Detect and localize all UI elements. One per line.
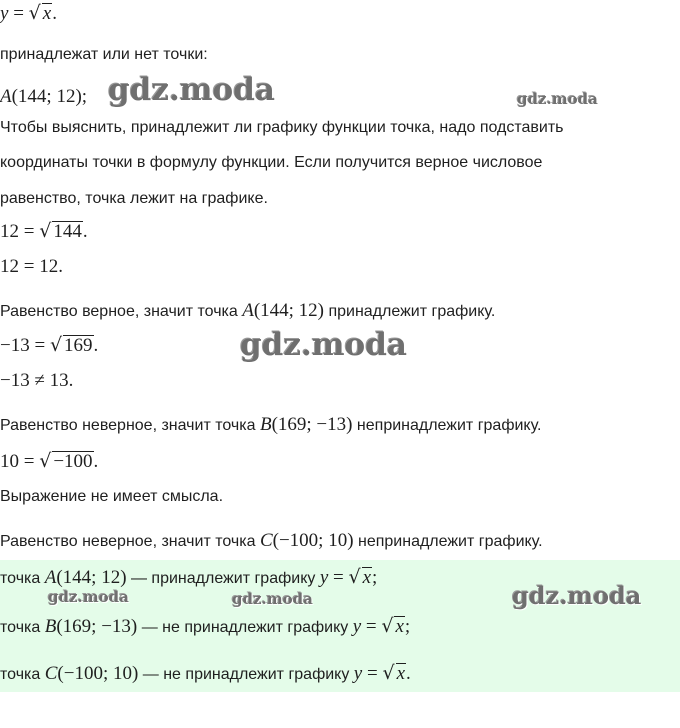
watermark-logo: gdz.moda: [517, 90, 598, 108]
conclusion-a: Равенство верное, значит точка A(144; 12) принадлежит графику.: [0, 300, 496, 321]
watermark-logo: gdz.moda: [512, 581, 642, 610]
answer-row-a: точка A(144; 12) — принадлежит графику y = √ x;: [0, 566, 378, 588]
watermark-logo: gdz.moda: [48, 588, 129, 606]
calc-c-step1: 10 = √ −100.: [0, 450, 99, 472]
point-a-given: A(144; 12);: [0, 86, 88, 107]
question-text: принадлежат или нет точки:: [0, 46, 208, 63]
watermark-logo: gdz.moda: [108, 72, 275, 108]
explanation-line-1: Чтобы выяснить, принадлежит ли графику функции точка, надо подставить: [0, 119, 564, 136]
no-sense-text: Выражение не имеет смысла.: [0, 488, 224, 505]
conclusion-c: Равенство неверное, значит точка C(−100; 10) непринадлежит графику.: [0, 530, 543, 551]
explanation-line-2: координаты точки в формулу функции. Если получится верное числовое: [0, 154, 543, 171]
watermark-logo: gdz.moda: [232, 590, 313, 608]
function-formula: y = √ x.: [0, 2, 57, 24]
calc-a-step1: 12 = √ 144.: [0, 220, 88, 242]
calc-b-step2: −13 ≠ 13.: [0, 370, 74, 391]
conclusion-b: Равенство неверное, значит точка B(169; −13) непринадлежит графику.: [0, 414, 542, 435]
calc-a-step2: 12 = 12.: [0, 256, 63, 277]
answer-row-b: точка B(169; −13) — не принадлежит графику y = √ x;: [0, 615, 411, 637]
watermark-logo: gdz.moda: [240, 327, 407, 363]
answer-row-c: точка C(−100; 10) — не принадлежит графику y = √ x.: [0, 662, 411, 684]
explanation-line-3: равенство, точка лежит на графике.: [0, 190, 268, 207]
calc-b-step1: −13 = √ 169.: [0, 334, 99, 356]
